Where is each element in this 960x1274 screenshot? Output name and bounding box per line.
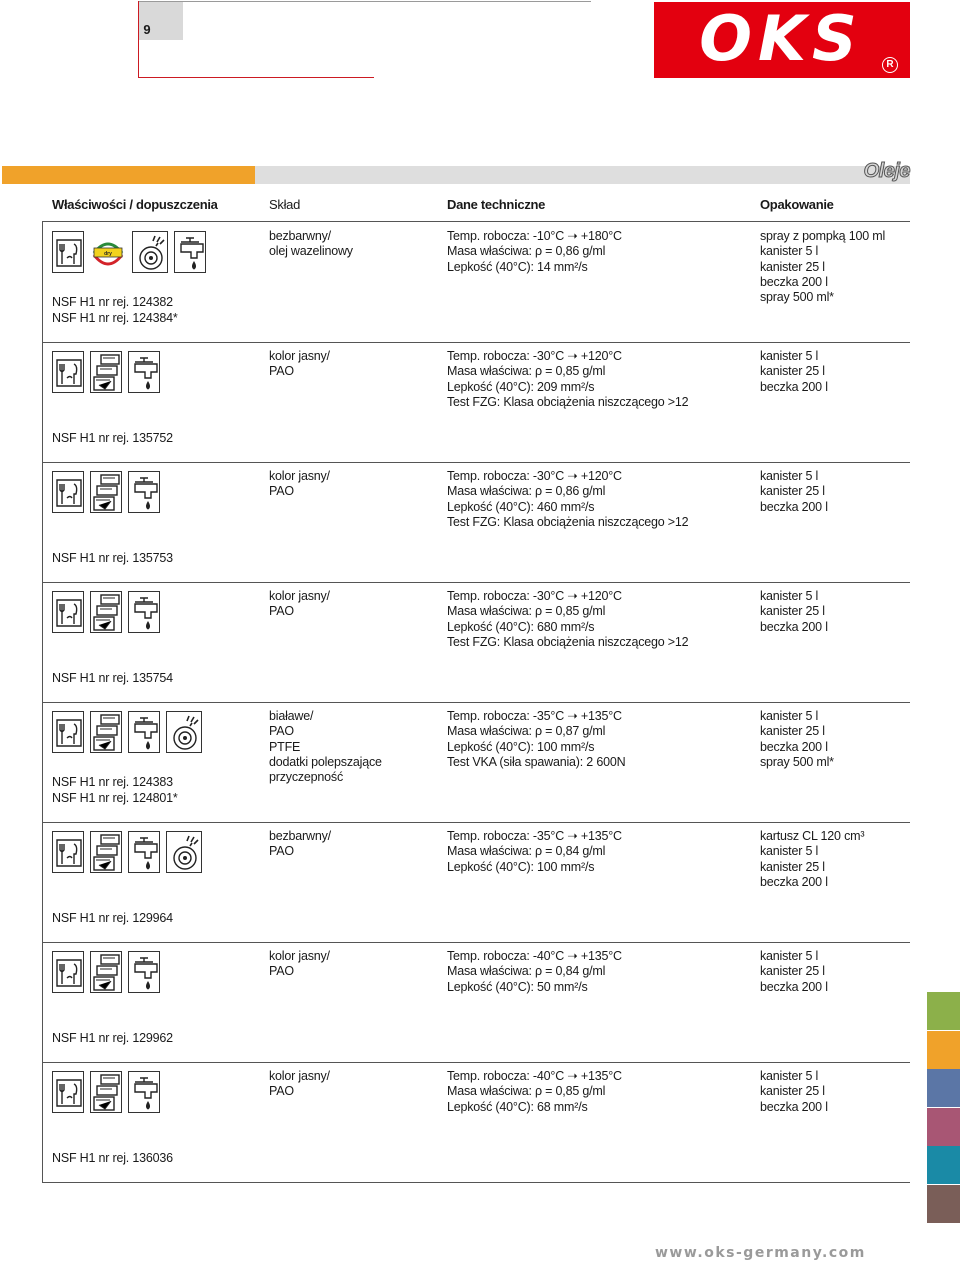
side-tab[interactable] [927, 1069, 960, 1107]
technical-data: Temp. robocza: -30°C ➝ +120°C Masa właściwa: ρ = 0,85 g/ml Lepkość (40°C): 680 mm²/s Test FZG: Klasa obciążenia niszczącego >12 [447, 589, 689, 649]
technical-data: Temp. robocza: -40°C ➝ +135°C Masa właściwa: ρ = 0,84 g/ml Lepkość (40°C): 50 mm²/s [447, 949, 622, 994]
food-contact-icon [52, 471, 84, 513]
section-accent-bar [2, 166, 255, 184]
row-left-rule [42, 342, 43, 462]
nsf-approval: NSF H1 nr rej. 124383 NSF H1 nr rej. 124801* [52, 775, 178, 805]
header-bottom-rule [138, 77, 374, 78]
nsf-approval: NSF H1 nr rej. 129964 [52, 910, 173, 925]
nsf-approval: NSF H1 nr rej. 124382 NSF H1 nr rej. 124384* [52, 295, 178, 325]
row-left-rule [42, 222, 43, 342]
water-spray-disc-icon [166, 831, 202, 873]
composition-text: bezbarwny/ PAO [269, 829, 331, 859]
row-divider [42, 702, 910, 703]
column-header-packaging: Opakowanie [760, 197, 834, 212]
packaging-list: kanister 5 l kanister 25 l beczka 200 l spray 500 ml* [760, 709, 834, 769]
packaging-list: spray z pompką 100 ml kanister 5 l kanister 25 l beczka 200 l spray 500 ml* [760, 229, 886, 305]
food-contact-icon [52, 951, 84, 993]
tap-oil-drop-icon [128, 591, 160, 633]
row-left-rule [42, 462, 43, 582]
row-divider [42, 462, 910, 463]
packaging-list: kanister 5 l kanister 25 l beczka 200 l [760, 949, 828, 994]
nsf-approval: NSF H1 nr rej. 129962 [52, 1030, 173, 1045]
water-spray-disc-icon [132, 231, 168, 273]
property-icons [52, 831, 202, 873]
composition-text: kolor jasny/ PAO [269, 949, 330, 979]
food-contact-icon [52, 591, 84, 633]
footer-url: www.oks-germany.com [655, 1245, 866, 1261]
technical-data: Temp. robocza: -35°C ➝ +135°C Masa właściwa: ρ = 0,84 g/ml Lepkość (40°C): 100 mm²/s [447, 829, 622, 874]
row-left-rule [42, 582, 43, 702]
food-contact-icon [52, 1071, 84, 1113]
gear-load-icon [90, 831, 122, 873]
tap-oil-drop-icon [128, 711, 160, 753]
composition-text: białawe/ PAO PTFE dodatki polepszające przyczepność [269, 709, 382, 785]
technical-data: Temp. robocza: -30°C ➝ +120°C Masa właściwa: ρ = 0,85 g/ml Lepkość (40°C): 209 mm²/s Test FZG: Klasa obciążenia niszczącego >12 [447, 349, 689, 409]
row-left-rule [42, 702, 43, 822]
composition-text: kolor jasny/ PAO [269, 349, 330, 379]
water-spray-disc-icon [166, 711, 202, 753]
row-left-rule [42, 1062, 43, 1182]
technical-data: Temp. robocza: -35°C ➝ +135°C Masa właściwa: ρ = 0,87 g/ml Lepkość (40°C): 100 mm²/s Test VKA (siła spawania): 2 600N [447, 709, 626, 769]
composition-text: kolor jasny/ PAO [269, 469, 330, 499]
column-header-technical: Dane techniczne [447, 197, 546, 212]
property-icons [52, 231, 206, 273]
composition-text: bezbarwny/ olej wazelinowy [269, 229, 353, 259]
row-divider [42, 822, 910, 823]
registered-mark: R [882, 57, 898, 73]
packaging-list: kanister 5 l kanister 25 l beczka 200 l [760, 589, 828, 634]
technical-data: Temp. robocza: -10°C ➝ +180°C Masa właściwa: ρ = 0,86 g/ml Lepkość (40°C): 14 mm²/s [447, 229, 622, 274]
composition-text: kolor jasny/ PAO [269, 589, 330, 619]
row-divider [42, 582, 910, 583]
side-tab[interactable] [927, 1108, 960, 1146]
dry-airspray-icon [90, 231, 126, 273]
property-icons [52, 711, 202, 753]
side-tab[interactable] [927, 992, 960, 1030]
side-tab[interactable] [927, 1146, 960, 1184]
gear-load-icon [90, 471, 122, 513]
row-divider [42, 1182, 910, 1183]
side-tab[interactable] [927, 1031, 960, 1069]
header-rule [42, 221, 910, 222]
row-left-rule [42, 822, 43, 942]
header-top-rule [139, 1, 591, 2]
composition-text: kolor jasny/ PAO [269, 1069, 330, 1099]
row-left-rule [42, 942, 43, 1062]
row-divider [42, 1062, 910, 1063]
section-title: Oleje [863, 160, 910, 182]
property-icons [52, 1071, 160, 1113]
brand-logo-text: OKS [699, 2, 863, 75]
packaging-list: kartusz CL 120 cm³ kanister 5 l kanister 25 l beczka 200 l [760, 829, 865, 889]
gear-load-icon [90, 591, 122, 633]
tap-oil-drop-icon [128, 1071, 160, 1113]
property-icons [52, 351, 160, 393]
packaging-list: kanister 5 l kanister 25 l beczka 200 l [760, 1069, 828, 1114]
nsf-approval: NSF H1 nr rej. 135752 [52, 430, 173, 445]
side-tab[interactable] [927, 1185, 960, 1223]
svg-text:dry: dry [104, 251, 112, 257]
page-number: 9 [143, 22, 151, 37]
gear-load-icon [90, 351, 122, 393]
food-contact-icon [52, 231, 84, 273]
gear-load-icon [90, 711, 122, 753]
food-contact-icon [52, 351, 84, 393]
row-divider [42, 342, 910, 343]
tap-oil-drop-icon [174, 231, 206, 273]
nsf-approval: NSF H1 nr rej. 135753 [52, 550, 173, 565]
gear-load-icon [90, 1071, 122, 1113]
food-contact-icon [52, 831, 84, 873]
property-icons [52, 471, 160, 513]
tap-oil-drop-icon [128, 951, 160, 993]
tap-oil-drop-icon [128, 831, 160, 873]
packaging-list: kanister 5 l kanister 25 l beczka 200 l [760, 469, 828, 514]
property-icons [52, 951, 160, 993]
property-icons [52, 591, 160, 633]
packaging-list: kanister 5 l kanister 25 l beczka 200 l [760, 349, 828, 394]
column-header-properties: Właściwości / dopuszczenia [52, 197, 218, 212]
column-header-composition: Skład [269, 197, 301, 212]
nsf-approval: NSF H1 nr rej. 136036 [52, 1150, 173, 1165]
row-divider [42, 942, 910, 943]
gear-load-icon [90, 951, 122, 993]
food-contact-icon [52, 711, 84, 753]
tap-oil-drop-icon [128, 351, 160, 393]
technical-data: Temp. robocza: -40°C ➝ +135°C Masa właściwa: ρ = 0,85 g/ml Lepkość (40°C): 68 mm²/s [447, 1069, 622, 1114]
technical-data: Temp. robocza: -30°C ➝ +120°C Masa właściwa: ρ = 0,86 g/ml Lepkość (40°C): 460 mm²/s Test FZG: Klasa obciążenia niszczącego >12 [447, 469, 689, 529]
tap-oil-drop-icon [128, 471, 160, 513]
nsf-approval: NSF H1 nr rej. 135754 [52, 670, 173, 685]
